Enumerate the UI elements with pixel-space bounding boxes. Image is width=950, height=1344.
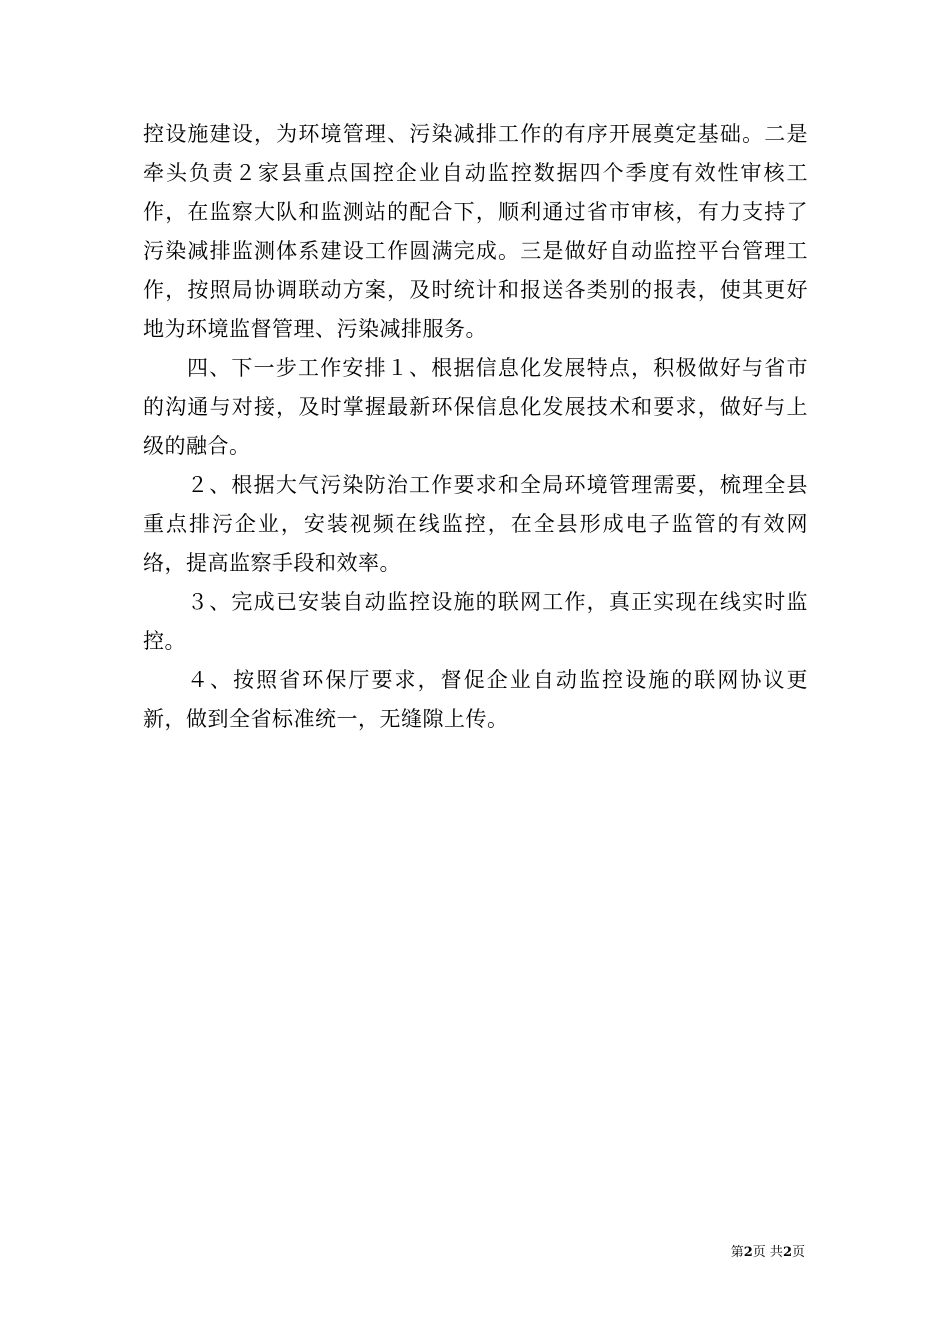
footer-prefix: 第	[730, 1245, 744, 1260]
footer-suffix: 页	[791, 1245, 805, 1260]
paragraph-next-steps: 四、下一步工作安排１、根据信息化发展特点，积极做好与省市的沟通与对接，及时掌握最新环保信息化发展技术和要求，做好与上级的融合。	[143, 356, 808, 458]
paragraph-item-2: ２、根据大气污染防治工作要求和全局环境管理需要，梳理全县重点排污企业，安装视频在线监控，在全县形成电子监管的有效网络，提高监察手段和效率。	[143, 473, 808, 575]
page-footer	[731, 1244, 805, 1262]
footer-current-page: 2	[743, 1245, 753, 1260]
paragraph-item-4: ４、按照省环保厅要求，督促企业自动监控设施的联网协议更新，做到全省标准统一，无缝隙上传。	[143, 668, 808, 731]
footer-total-pages: 2	[782, 1245, 792, 1260]
footer-middle: 页 共	[752, 1245, 783, 1260]
document-body	[143, 115, 808, 739]
paragraph-item-3: ３、完成已安装自动监控设施的联网工作，真正实现在线实时监控。	[143, 590, 808, 653]
paragraph-continuation: 控设施建设，为环境管理、污染减排工作的有序开展奠定基础。二是牵头负责２家县重点国控企业自动监控数据四个季度有效性审核工作，在监察大队和监测站的配合下，顺利通过省市审核，有力支持了污染减排监测体系建设工作圆满完成。三是做好自动监控平台管理工作，按照局协调联动方案，及时统计和报送各类别的报表，使其更好地为环境监督管理、污染减排服务。	[143, 122, 808, 341]
